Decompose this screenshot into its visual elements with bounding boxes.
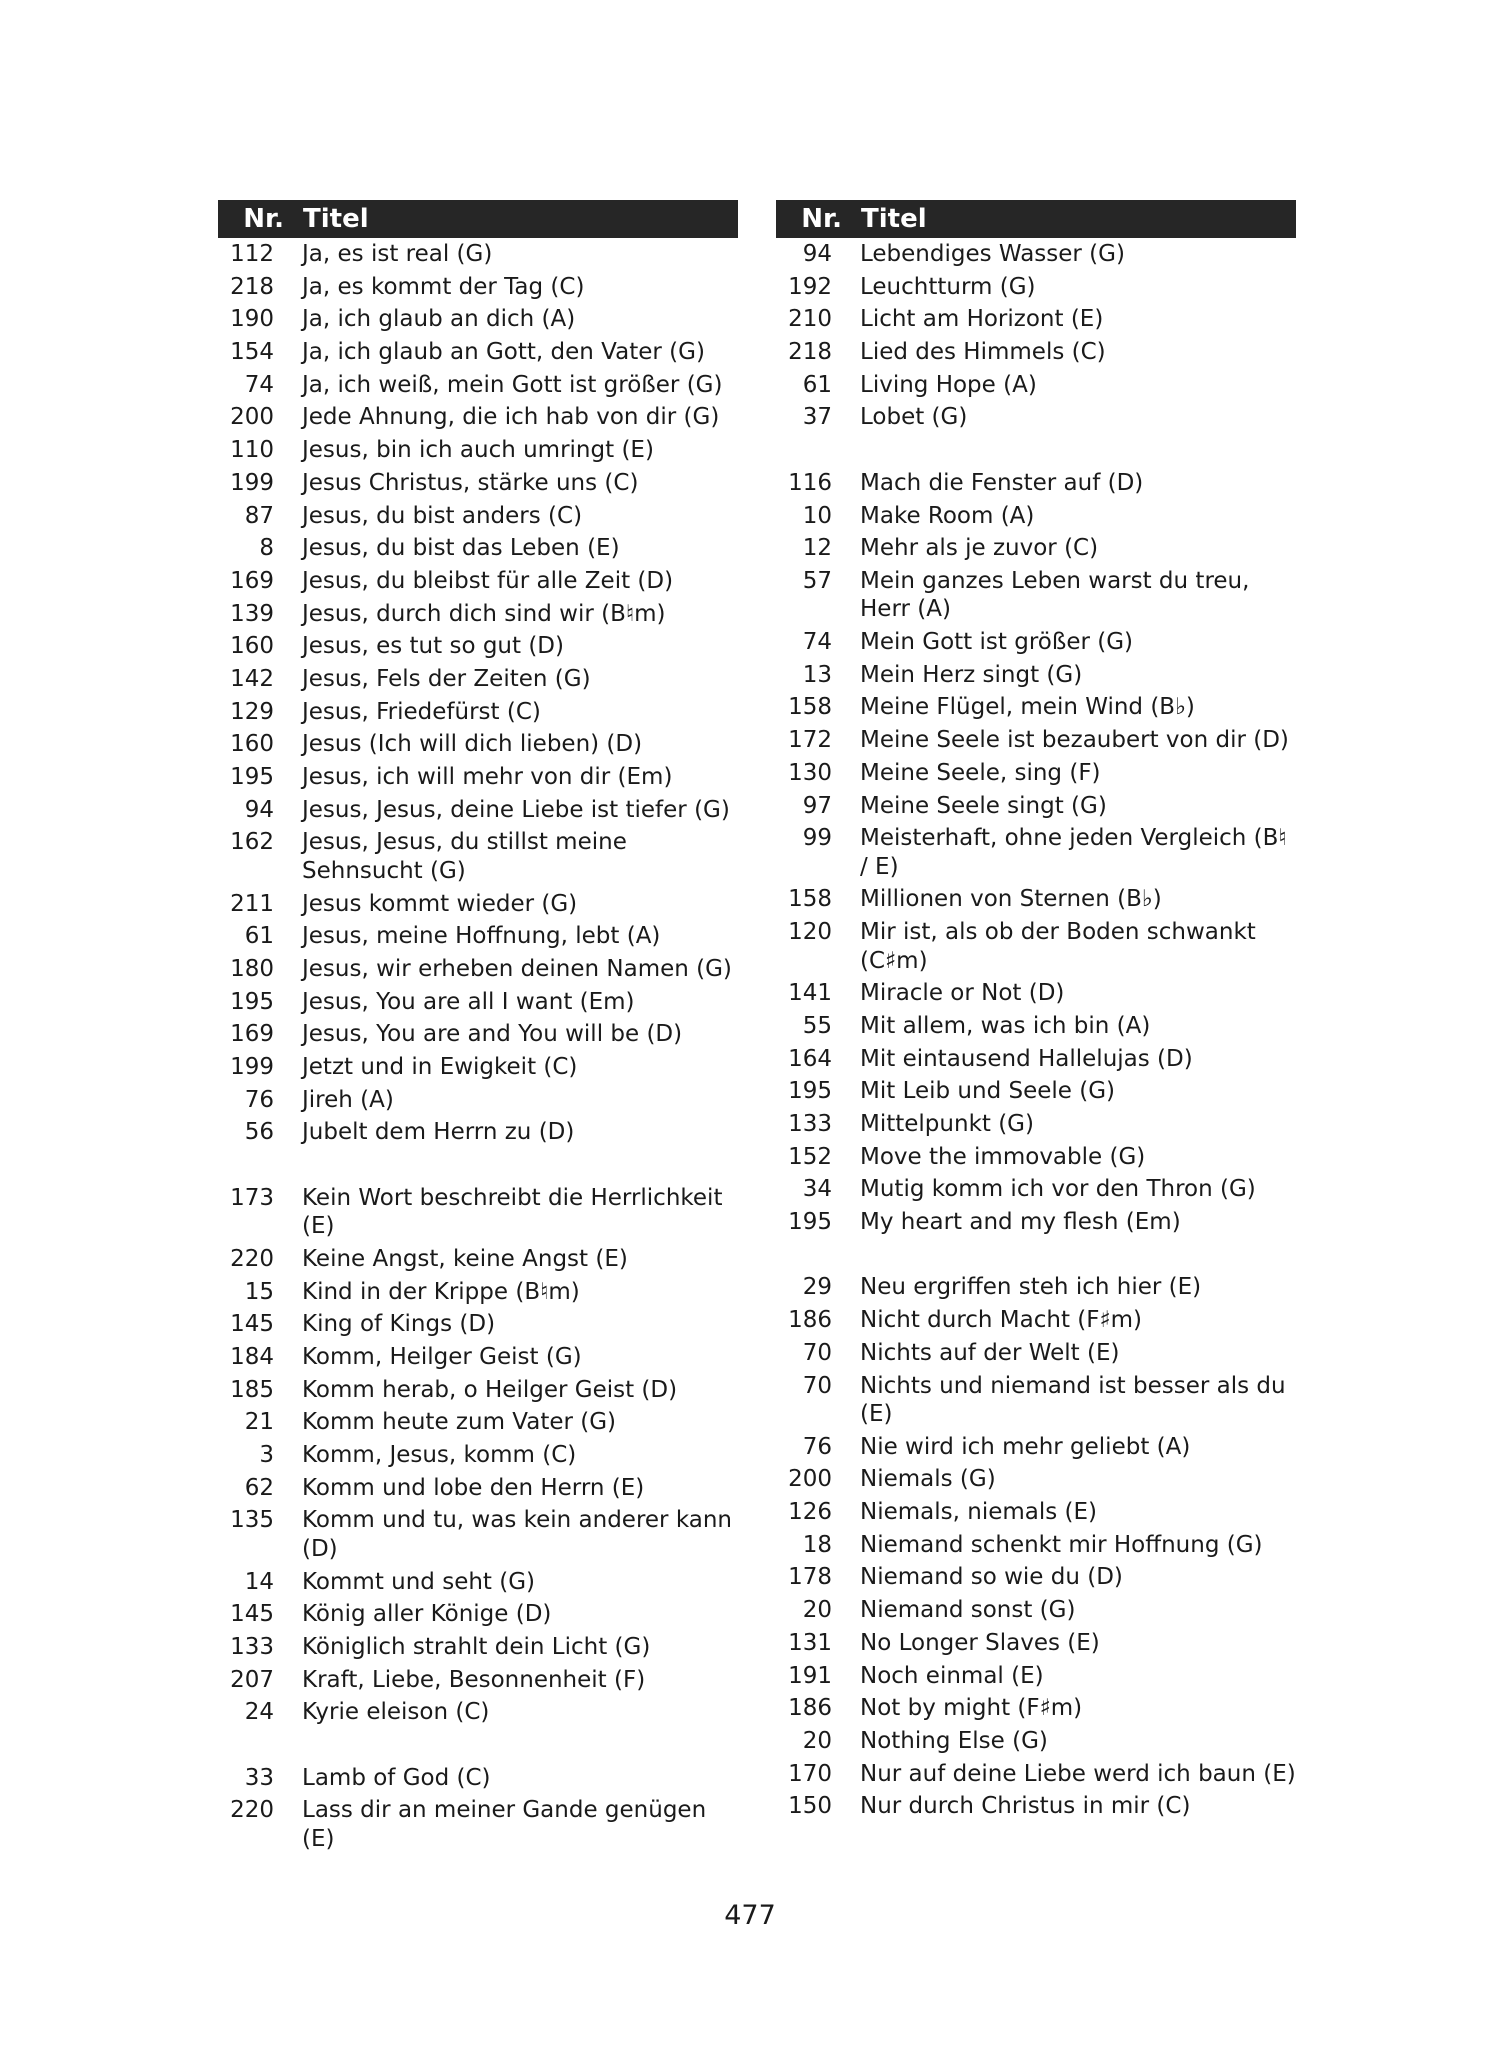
song-row [218, 371, 738, 400]
song-number: 180 [230, 955, 274, 982]
song-row [218, 632, 738, 661]
song-title: Living Hope (A) [860, 371, 1037, 398]
song-row [776, 979, 1296, 1008]
song-number: 8 [259, 535, 274, 562]
song-title: Nichts und niemand ist besser als du (E) [860, 1372, 1286, 1427]
song-number: 200 [788, 1466, 832, 1493]
right-column [776, 200, 1296, 1825]
song-number: 195 [230, 988, 274, 1015]
song-title: Mein ganzes Leben warst du treu, Herr (A) [860, 567, 1250, 623]
song-title: Noch einmal (E) [860, 1662, 1044, 1689]
song-title: Nur auf deine Liebe werd ich baun (E) [860, 1760, 1296, 1787]
song-row [776, 918, 1296, 975]
song-number: 129 [230, 698, 274, 725]
song-title: Mit allem, was ich bin (A) [860, 1012, 1151, 1039]
song-number: 211 [230, 890, 274, 917]
song-number: 195 [230, 764, 274, 790]
song-row [776, 305, 1296, 334]
song-number: 56 [244, 1119, 274, 1146]
song-title: Meine Seele, sing (F) [860, 759, 1101, 786]
song-title: Lass dir an meiner Gande genügen (E) [302, 1797, 707, 1852]
song-number: 199 [230, 469, 274, 496]
song-number: 141 [788, 980, 832, 1007]
song-title: Jesus kommt wieder (G) [302, 890, 578, 917]
song-number: 162 [230, 829, 274, 856]
song-number: 169 [230, 567, 274, 594]
song-title: Kommt und seht (G) [302, 1568, 536, 1595]
song-number: 62 [244, 1474, 274, 1501]
song-title: Komm, Jesus, komm (C) [302, 1442, 577, 1469]
song-number: 172 [788, 727, 832, 754]
song-title: Niemand so wie du (D) [860, 1564, 1123, 1591]
song-title: Jesus, du bleibst für alle Zeit (D) [302, 567, 674, 594]
title-header: Titel [303, 204, 369, 234]
song-title: Meisterhaft, ohne jeden Vergleich (B♮ / E) [860, 825, 1287, 880]
song-row [776, 1531, 1296, 1560]
song-row [776, 1077, 1296, 1106]
song-row [776, 759, 1296, 788]
song-row [218, 1796, 738, 1853]
song-number: 191 [788, 1662, 832, 1689]
song-number: 173 [230, 1184, 274, 1211]
song-row [218, 240, 738, 269]
song-number: 3 [259, 1442, 274, 1469]
section-gap [776, 1241, 1296, 1270]
song-title: Jesus, durch dich sind wir (B♮m) [302, 600, 666, 627]
song-row [218, 305, 738, 334]
song-number: 12 [802, 535, 832, 562]
song-row [776, 1760, 1296, 1789]
song-row [218, 1118, 738, 1147]
song-row [218, 1600, 738, 1629]
song-title: Jede Ahnung, die ich hab von dir (G) [302, 404, 720, 431]
song-number: 110 [230, 437, 274, 464]
page-number: 477 [724, 1900, 776, 1931]
song-title: Not by might (F♯m) [860, 1695, 1083, 1722]
song-row [776, 371, 1296, 400]
song-number: 24 [244, 1699, 274, 1726]
right-table-header [776, 200, 1296, 238]
song-row [776, 1045, 1296, 1074]
song-title: Mein Herz singt (G) [860, 661, 1083, 688]
song-title: Mir ist, als ob der Boden schwankt (C♯m) [860, 919, 1256, 974]
song-row [776, 1110, 1296, 1139]
song-row [776, 338, 1296, 367]
song-title: Neu ergriffen steh ich hier (E) [860, 1274, 1202, 1301]
song-title: Jesus, du bist anders (C) [302, 502, 583, 529]
song-row [776, 1498, 1296, 1527]
song-title: Nie wird ich mehr geliebt (A) [860, 1433, 1191, 1460]
song-title: Mutig komm ich vor den Thron (G) [860, 1176, 1256, 1203]
song-title: Ja, es ist real (G) [302, 241, 493, 267]
song-title: Kyrie eleison (C) [302, 1699, 490, 1726]
song-title: Millionen von Sternen (B♭) [860, 886, 1162, 913]
song-row [218, 1474, 738, 1503]
left-song-list [218, 240, 738, 1853]
song-number: 97 [802, 792, 832, 819]
song-number: 14 [244, 1568, 274, 1595]
song-number: 61 [802, 371, 832, 398]
song-row [218, 1506, 738, 1563]
song-title: Komm heute zum Vater (G) [302, 1409, 617, 1436]
song-number: 94 [802, 241, 832, 267]
song-title: Ja, ich glaub an dich (A) [302, 306, 576, 333]
song-row [218, 1376, 738, 1405]
song-row [776, 534, 1296, 563]
song-title: Lobet (G) [860, 404, 968, 431]
song-row [776, 469, 1296, 498]
song-title: Jesus, wir erheben deinen Namen (G) [302, 955, 732, 982]
song-title: Move the immovable (G) [860, 1143, 1146, 1170]
song-title: Jetzt und in Ewigkeit (C) [302, 1054, 578, 1080]
song-number: 199 [230, 1054, 274, 1080]
song-number: 131 [788, 1629, 832, 1656]
song-row [218, 1020, 738, 1049]
song-number: 120 [788, 919, 832, 946]
song-row [218, 828, 738, 885]
song-title: Jesus, Fels der Zeiten (G) [302, 665, 591, 692]
song-row [776, 628, 1296, 657]
song-title: Jesus, bin ich auch umringt (E) [302, 437, 654, 464]
song-row [776, 1662, 1296, 1691]
song-number: 142 [230, 665, 274, 692]
song-title: King of Kings (D) [302, 1311, 496, 1338]
song-row [776, 1596, 1296, 1625]
song-number: 178 [788, 1564, 832, 1591]
song-title: Jesus, es tut so gut (D) [302, 633, 564, 660]
song-title: Niemals, niemals (E) [860, 1499, 1098, 1526]
song-number: 21 [244, 1409, 274, 1436]
song-number: 133 [230, 1634, 274, 1660]
song-title: Mehr als je zuvor (C) [860, 535, 1099, 562]
song-number: 133 [788, 1111, 832, 1137]
song-row [218, 955, 738, 984]
song-title: Ja, ich weiß, mein Gott ist größer (G) [302, 371, 723, 398]
song-title: Jesus, meine Hoffnung, lebt (A) [302, 923, 661, 950]
song-number: 210 [788, 306, 832, 333]
song-title: König aller Könige (D) [302, 1601, 552, 1628]
song-title: Komm herab, o Heilger Geist (D) [302, 1376, 678, 1403]
song-title: Jesus, ich will mehr von dir (Em) [302, 764, 673, 790]
song-title: Mit eintausend Hallelujas (D) [860, 1045, 1193, 1072]
song-row [218, 469, 738, 498]
song-row [776, 1372, 1296, 1429]
left-table-header [218, 200, 738, 238]
song-row [218, 1666, 738, 1695]
song-row [776, 792, 1296, 821]
song-row [776, 1433, 1296, 1462]
song-row [218, 1698, 738, 1727]
song-row [776, 1273, 1296, 1302]
section-gap [776, 436, 1296, 465]
song-number: 218 [788, 339, 832, 366]
song-title: Komm und tu, was kein anderer kann (D) [302, 1507, 732, 1562]
song-row [776, 885, 1296, 914]
song-row [218, 1408, 738, 1437]
song-title: Ja, es kommt der Tag (C) [302, 273, 585, 300]
song-title: Meine Seele singt (G) [860, 792, 1107, 819]
song-row [218, 534, 738, 563]
song-title: Jireh (A) [302, 1086, 394, 1113]
song-title: Nothing Else (G) [860, 1727, 1048, 1754]
song-row [218, 665, 738, 694]
song-title: Mach die Fenster auf (D) [860, 469, 1144, 496]
song-number: 200 [230, 404, 274, 431]
song-number: 160 [230, 633, 274, 660]
song-number: 152 [788, 1143, 832, 1170]
song-number: 154 [230, 339, 274, 366]
song-row [776, 403, 1296, 432]
song-number: 34 [802, 1176, 832, 1203]
song-title: Leuchtturm (G) [860, 273, 1036, 300]
song-number: 164 [788, 1045, 832, 1072]
song-row [776, 726, 1296, 755]
song-number: 15 [244, 1278, 274, 1305]
song-number: 61 [244, 923, 274, 950]
song-title: Niemand sonst (G) [860, 1597, 1076, 1624]
song-row [218, 988, 738, 1017]
song-title: Ja, ich glaub an Gott, den Vater (G) [302, 339, 705, 366]
song-number: 74 [802, 629, 832, 656]
song-number: 158 [788, 694, 832, 721]
song-row [776, 240, 1296, 269]
song-title: Licht am Horizont (E) [860, 306, 1104, 333]
song-number: 158 [788, 886, 832, 913]
song-row [776, 1339, 1296, 1368]
song-number: 87 [244, 502, 274, 529]
song-title: Jesus (Ich will dich lieben) (D) [302, 731, 643, 758]
song-number: 112 [230, 241, 274, 267]
song-title: Jesus, du bist das Leben (E) [302, 535, 620, 562]
song-number: 145 [230, 1311, 274, 1338]
song-row [218, 403, 738, 432]
song-row [776, 1306, 1296, 1335]
song-row [776, 1012, 1296, 1041]
song-title: Jesus, Jesus, deine Liebe ist tiefer (G) [302, 796, 730, 823]
song-number: 139 [230, 600, 274, 627]
song-row [776, 567, 1296, 624]
song-row [218, 1764, 738, 1793]
right-song-list [776, 240, 1296, 1821]
song-number: 190 [230, 306, 274, 333]
song-number: 99 [802, 825, 832, 852]
song-number: 29 [802, 1274, 832, 1301]
song-row [218, 1633, 738, 1662]
song-number: 18 [802, 1531, 832, 1558]
song-number: 94 [244, 796, 274, 823]
song-title: Königlich strahlt dein Licht (G) [302, 1634, 651, 1660]
title-header: Titel [861, 204, 927, 234]
song-row [776, 1629, 1296, 1658]
song-title: Mein Gott ist größer (G) [860, 629, 1134, 656]
song-row [218, 1441, 738, 1470]
song-title: Kraft, Liebe, Besonnenheit (F) [302, 1666, 646, 1693]
song-row [776, 1563, 1296, 1592]
song-number: 76 [802, 1433, 832, 1460]
song-title: Niemals (G) [860, 1466, 996, 1493]
song-row [218, 1310, 738, 1339]
song-title: Komm und lobe den Herrn (E) [302, 1474, 645, 1501]
song-title: Lied des Himmels (C) [860, 339, 1106, 366]
song-title: Jesus Christus, stärke uns (C) [302, 469, 639, 496]
song-number: 186 [788, 1307, 832, 1334]
song-row [218, 436, 738, 465]
song-number: 33 [244, 1764, 274, 1791]
song-row [776, 1175, 1296, 1204]
song-title: My heart and my flesh (Em) [860, 1209, 1181, 1236]
song-title: No Longer Slaves (E) [860, 1629, 1100, 1656]
song-row [776, 661, 1296, 690]
song-row [218, 273, 738, 302]
song-row [776, 1694, 1296, 1723]
song-number: 126 [788, 1499, 832, 1526]
song-title: Meine Seele ist bezaubert von dir (D) [860, 727, 1289, 754]
song-title: Keine Angst, keine Angst (E) [302, 1245, 628, 1272]
song-row [776, 1208, 1296, 1237]
song-number: 20 [802, 1727, 832, 1754]
song-row [218, 730, 738, 759]
song-row [218, 1568, 738, 1597]
song-title: Make Room (A) [860, 502, 1035, 529]
song-row [218, 600, 738, 629]
song-title: Meine Flügel, mein Wind (B♭) [860, 694, 1195, 721]
song-row [218, 567, 738, 596]
song-row [776, 824, 1296, 881]
song-number: 130 [788, 759, 832, 786]
song-title: Jesus, Friedefürst (C) [302, 698, 541, 725]
song-row [218, 796, 738, 825]
song-number: 70 [802, 1339, 832, 1366]
song-row [218, 1086, 738, 1115]
song-title: Lamb of God (C) [302, 1764, 491, 1791]
song-row [776, 693, 1296, 722]
song-title: Niemand schenkt mir Hoffnung (G) [860, 1531, 1263, 1558]
song-title: Lebendiges Wasser (G) [860, 241, 1125, 267]
song-number: 135 [230, 1507, 274, 1534]
song-row [218, 338, 738, 367]
song-number: 160 [230, 731, 274, 758]
song-number: 218 [230, 273, 274, 300]
song-row [218, 502, 738, 531]
song-number: 70 [802, 1372, 832, 1399]
song-row [218, 890, 738, 919]
song-number: 184 [230, 1344, 274, 1370]
song-title: Jesus, You are and You will be (D) [302, 1021, 683, 1048]
song-row [218, 1245, 738, 1274]
song-number: 76 [244, 1086, 274, 1113]
song-title: Kein Wort beschreibt die Herrlichkeit (E) [302, 1184, 723, 1240]
song-number: 207 [230, 1666, 274, 1693]
song-row [776, 1143, 1296, 1172]
song-number: 37 [802, 404, 832, 431]
song-number: 55 [802, 1012, 832, 1039]
song-title: Mittelpunkt (G) [860, 1111, 1034, 1137]
song-row [776, 1465, 1296, 1494]
song-title: Nicht durch Macht (F♯m) [860, 1307, 1143, 1334]
song-row [218, 763, 738, 792]
song-number: 220 [230, 1245, 274, 1272]
song-title: Komm, Heilger Geist (G) [302, 1344, 582, 1370]
song-number: 10 [802, 502, 832, 529]
song-number: 220 [230, 1797, 274, 1824]
left-column [218, 200, 738, 1858]
song-title: Nur durch Christus in mir (C) [860, 1793, 1191, 1820]
nr-header: Nr. [243, 204, 284, 234]
song-title: Jesus, You are all I want (Em) [302, 988, 635, 1015]
song-title: Mit Leib und Seele (G) [860, 1078, 1116, 1105]
song-number: 186 [788, 1695, 832, 1722]
song-number: 195 [788, 1209, 832, 1236]
song-number: 20 [802, 1597, 832, 1624]
song-title: Kind in der Krippe (B♮m) [302, 1278, 580, 1305]
nr-header: Nr. [801, 204, 842, 234]
song-number: 195 [788, 1078, 832, 1105]
song-number: 145 [230, 1601, 274, 1628]
song-number: 116 [788, 469, 832, 496]
section-gap [218, 1151, 738, 1180]
song-number: 13 [802, 661, 832, 688]
song-row [218, 922, 738, 951]
song-title: Jubelt dem Herrn zu (D) [302, 1119, 575, 1146]
song-row [218, 1053, 738, 1082]
song-row [218, 1278, 738, 1307]
section-gap [218, 1731, 738, 1760]
song-number: 57 [802, 567, 832, 594]
song-number: 192 [788, 273, 832, 300]
song-number: 150 [788, 1793, 832, 1820]
song-number: 74 [244, 371, 274, 398]
song-title: Nichts auf der Welt (E) [860, 1339, 1120, 1366]
song-row [776, 502, 1296, 531]
song-number: 169 [230, 1021, 274, 1048]
song-row [218, 1343, 738, 1372]
song-row [218, 1184, 738, 1241]
song-row [776, 1727, 1296, 1756]
song-row [776, 1792, 1296, 1821]
song-title: Jesus, Jesus, du stillst meine Sehnsucht (G) [302, 829, 627, 884]
song-number: 185 [230, 1376, 274, 1403]
song-row [218, 698, 738, 727]
song-title: Miracle or Not (D) [860, 980, 1065, 1007]
song-row [776, 273, 1296, 302]
song-number: 170 [788, 1760, 832, 1787]
